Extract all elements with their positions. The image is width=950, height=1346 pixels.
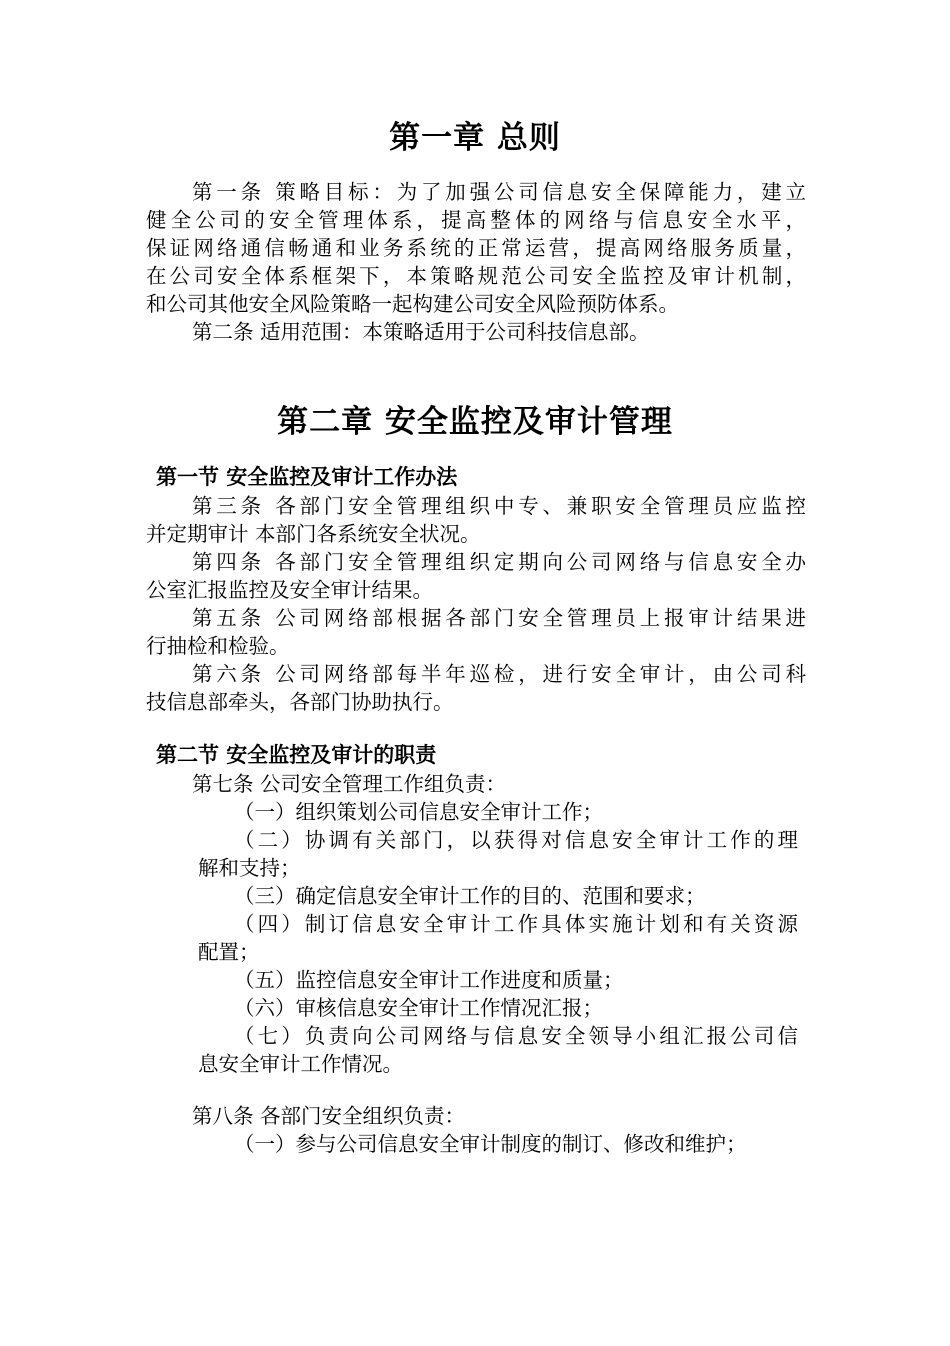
- article-7-item-7-line-1: （七）负责向公司网络与信息安全领导小组汇报公司信: [234, 1024, 798, 1048]
- article-3-line-2: 并定期审计 本部门各系统安全状况。: [146, 522, 481, 546]
- article-3-line-1: 第三条 各部门安全管理组织中专、兼职安全管理员应监控: [192, 494, 806, 518]
- article-1-line-2: 健全公司的安全管理体系，提高整体的网络与信息安全水平，: [146, 208, 806, 232]
- chapter-2-title: 第二章 安全监控及审计管理: [277, 404, 673, 440]
- article-7-item-5: （五）监控信息安全审计工作进度和质量；: [234, 968, 624, 992]
- article-7-item-7-line-2: 息安全审计工作情况。: [198, 1052, 403, 1076]
- article-7-item-4-line-2: 配置；: [198, 940, 260, 964]
- section-1-title: 第一节 安全监控及审计工作办法: [156, 465, 458, 489]
- article-7-item-4-line-1: （四）制订信息安全审计工作具体实施计划和有关资源: [234, 912, 798, 936]
- article-2: 第二条 适用范围：本策略适用于公司科技信息部。: [192, 320, 650, 344]
- article-1-line-4: 在公司安全体系框架下，本策略规范公司安全监控及审计机制，: [146, 264, 806, 288]
- article-1-line-1: 第一条 策略目标：为了加强公司信息安全保障能力，建立: [192, 180, 806, 204]
- article-4-line-1: 第四条 各部门安全管理组织定期向公司网络与信息安全办: [192, 550, 806, 574]
- article-6-line-1: 第六条 公司网络部每半年巡检，进行安全审计，由公司科: [192, 662, 806, 686]
- article-1-line-5: 和公司其他安全风险策略一起构建公司安全风险预防体系。: [146, 292, 679, 316]
- chapter-1-title: 第一章 总则: [389, 120, 561, 156]
- article-7-item-2-line-1: （二）协调有关部门，以获得对信息安全审计工作的理: [234, 828, 798, 852]
- article-5-line-2: 行抽检和检验。: [146, 634, 290, 658]
- article-7-item-6: （六）审核信息安全审计工作情况汇报；: [234, 996, 603, 1020]
- article-8-heading: 第八条 各部门安全组织负责：: [192, 1104, 466, 1128]
- article-7-heading: 第七条 公司安全管理工作组负责：: [192, 772, 507, 796]
- article-6-line-2: 技信息部牵头，各部门协助执行。: [146, 690, 454, 714]
- article-4-line-2: 公室汇报监控及安全审计结果。: [146, 578, 433, 602]
- article-8-item-1: （一）参与公司信息安全审计制度的制订、修改和维护；: [234, 1132, 747, 1156]
- section-2-title: 第二节 安全监控及审计的职责: [156, 743, 437, 767]
- article-7-item-3: （三）确定信息安全审计工作的目的、范围和要求；: [234, 884, 706, 908]
- article-7-item-1: （一）组织策划公司信息安全审计工作；: [234, 800, 603, 824]
- article-1-line-3: 保证网络通信畅通和业务系统的正常运营，提高网络服务质量，: [146, 236, 806, 260]
- article-5-line-1: 第五条 公司网络部根据各部门安全管理员上报审计结果进: [192, 606, 806, 630]
- article-7-item-2-line-2: 解和支持；: [198, 856, 301, 880]
